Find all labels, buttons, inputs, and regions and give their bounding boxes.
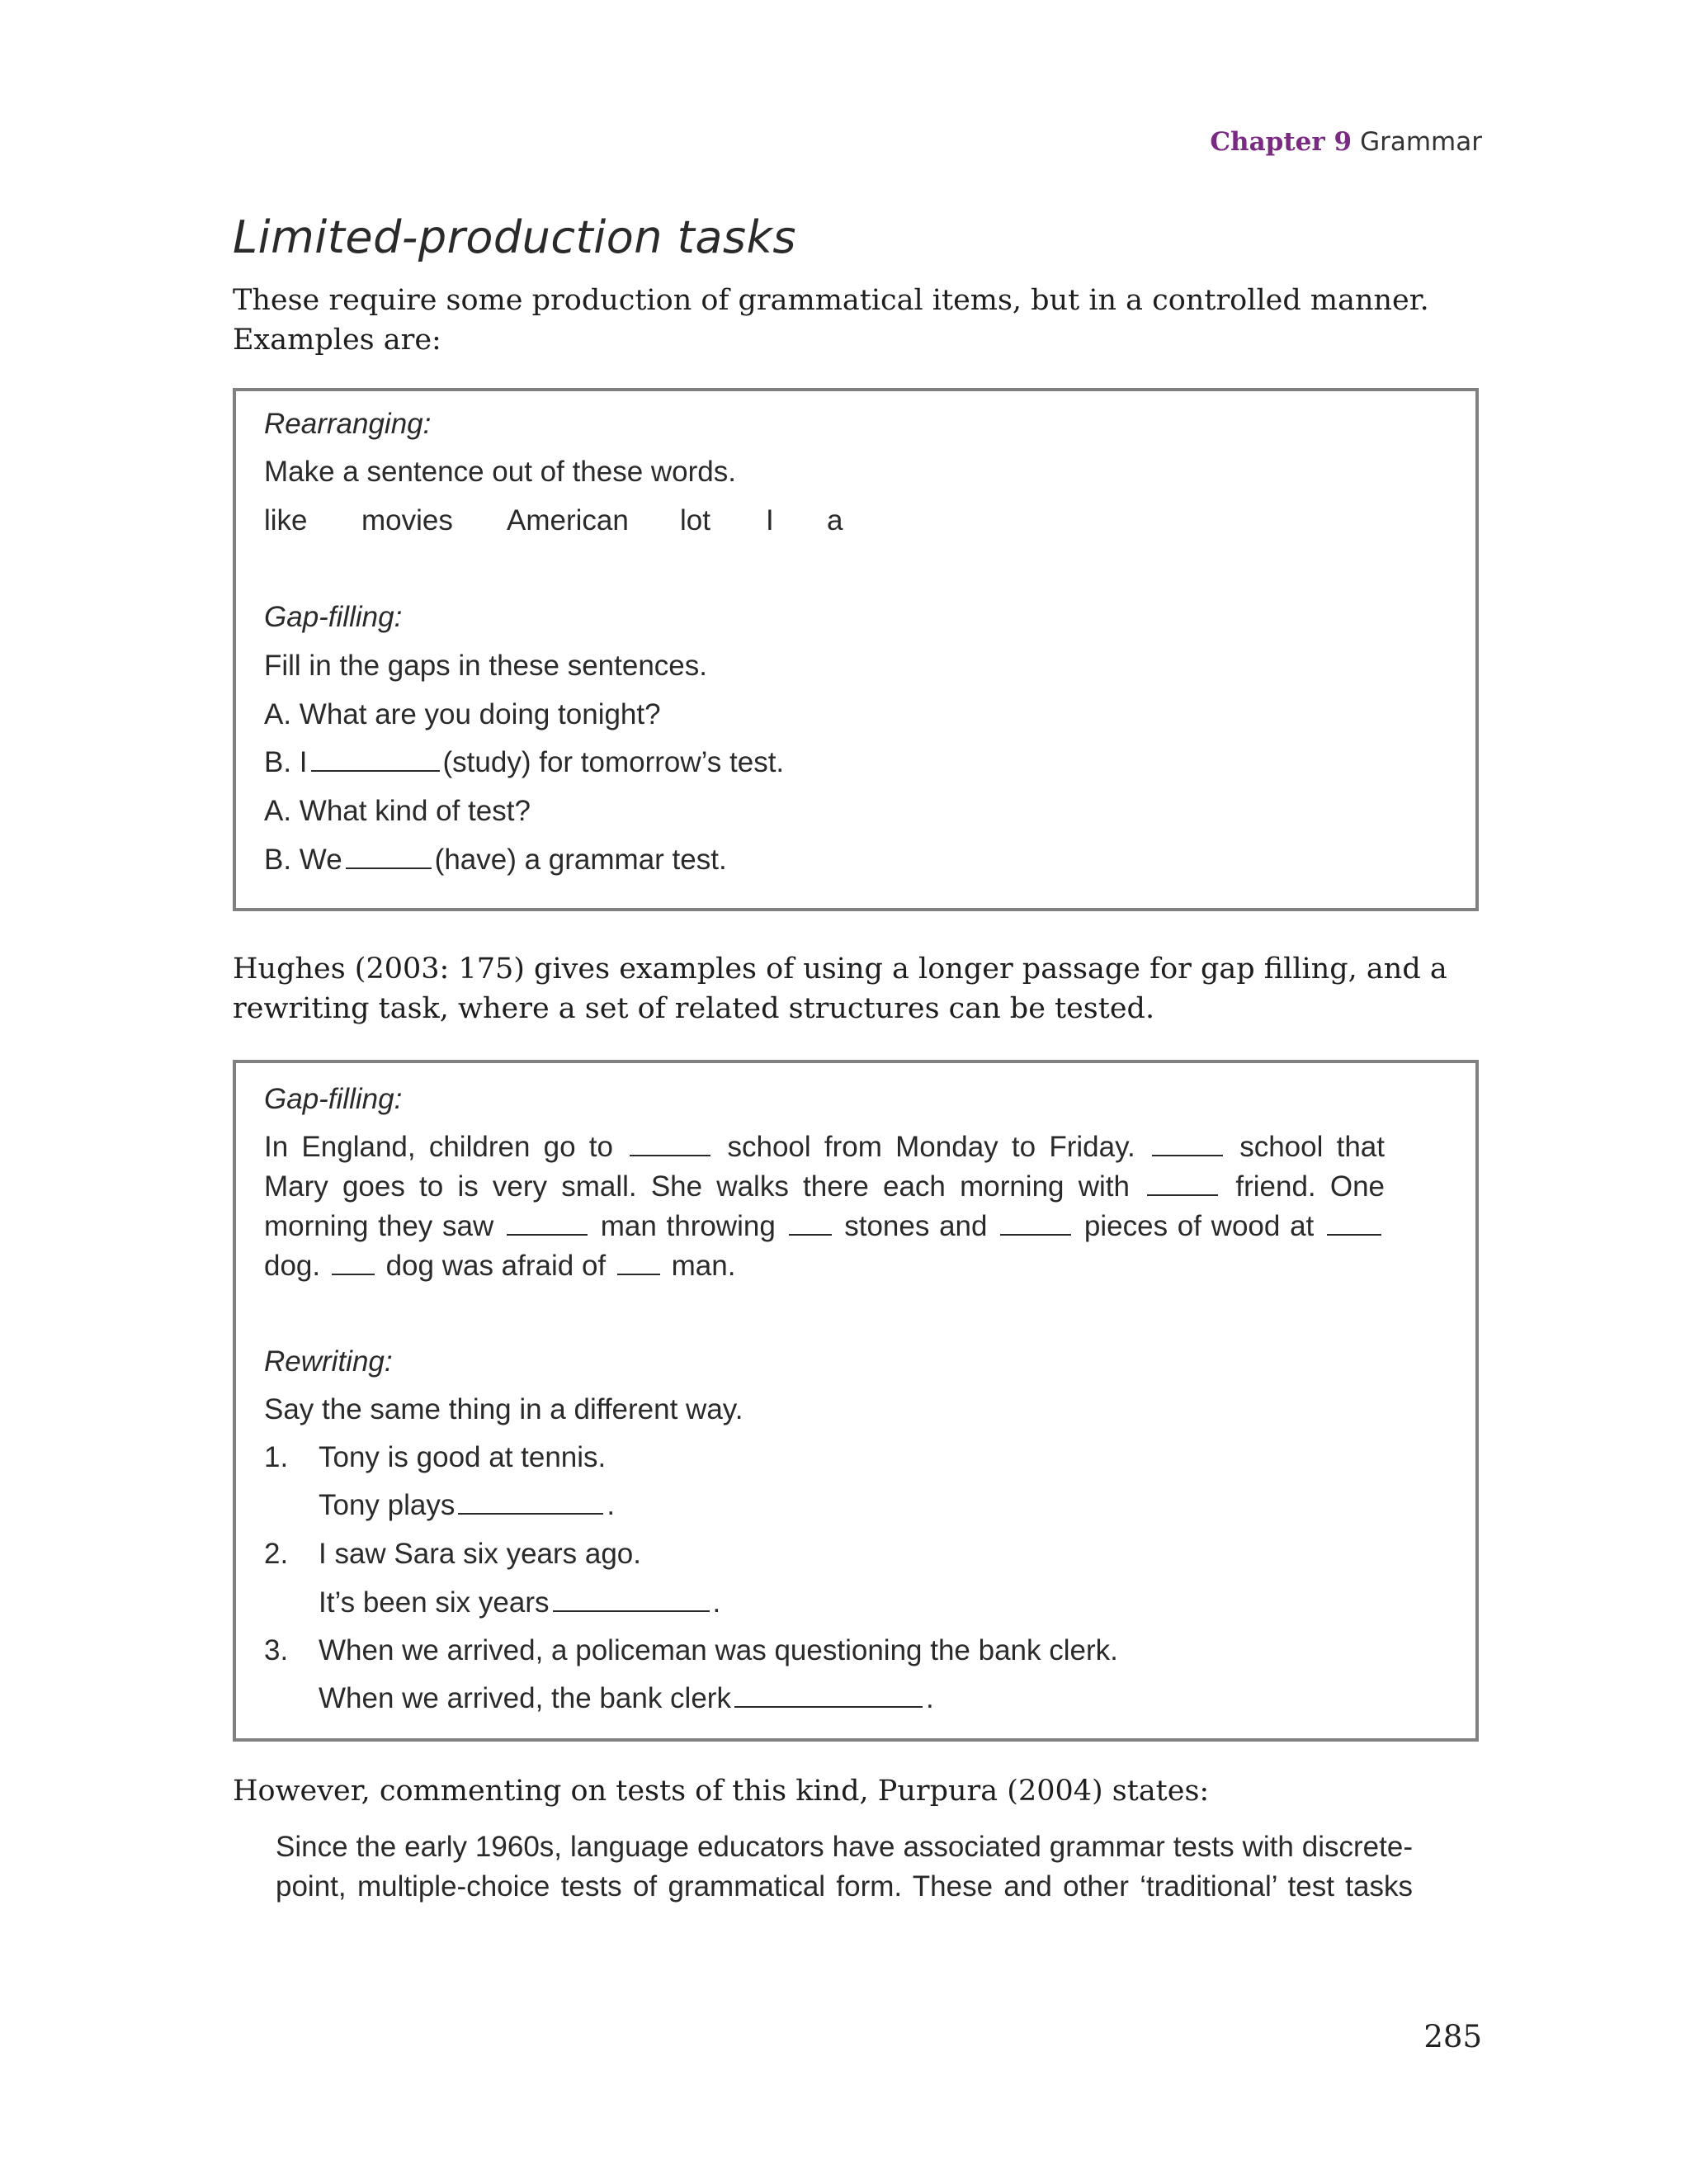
example-box-rearranging-gapfill [233, 388, 1479, 911]
answer-blank [789, 1209, 832, 1236]
item-sentence: When we arrived, a policeman was questioning the bank clerk. [319, 1634, 1118, 1666]
gapfill-label: Gap-filling: [264, 601, 403, 633]
purpura-intro: However, commenting on tests of this kind, Purpura (2004) states: [233, 1775, 1210, 1808]
hughes-paragraph: Hughes (2003: 175) gives examples of using a longer passage for gap filling, and a rewriting task, where a set of related structures can be tested. [233, 953, 1447, 1025]
answer-blank [1000, 1209, 1071, 1236]
section-heading: Limited-production tasks [233, 211, 796, 263]
answer-blank [553, 1586, 710, 1612]
gapfill-instruction: Fill in the gaps in these sentences. [264, 650, 707, 682]
answer-blank [346, 843, 432, 869]
chapter-title: Grammar [1360, 127, 1482, 157]
item-number: 3. [264, 1634, 289, 1666]
dialogue-line [264, 842, 727, 878]
answer-blank [311, 745, 440, 772]
item-sentence: I saw Sara six years ago. [319, 1538, 641, 1570]
word-item: a [827, 504, 843, 537]
dialogue-text: B. I [264, 746, 308, 778]
intro-paragraph: These require some production of grammatical items, but in a controlled manner. Examples are: [233, 284, 1429, 357]
answer-blank [1327, 1209, 1381, 1236]
answer-blank [332, 1249, 375, 1275]
item-number: 2. [264, 1538, 289, 1570]
word-item: I [766, 504, 774, 537]
dialogue-text: B. We [264, 844, 342, 876]
rearranging-instruction: Make a sentence out of these words. [264, 456, 736, 488]
passage-gapfill-label: Gap-filling: [264, 1083, 403, 1115]
example-box-passage-rewriting: Gap-filling: In England, children go to school from Monday to Friday. school that Mary goes to is very small. She walks there each morning with friend. One morning they saw man throwing stones and pieces of wood at dog. dog was afraid of man. Rewriting: Say the same thing in a different way. 1. Tony is good at tennis. Tony plays . 2. I saw Sara six years ago. It’s been six years . 3. When we arrived, a policeman was questioning the bank clerk. When we arrived, the bank clerk . [233, 1060, 1479, 1742]
quote-line: point, multiple-choice tests of grammatical form. These and other ‘traditional’ test tasks [276, 1870, 1413, 1903]
answer-blank [630, 1130, 710, 1156]
page-number: 285 [1423, 2019, 1482, 2054]
answer-blank [458, 1488, 603, 1515]
item-sentence: Tony is good at tennis. [319, 1441, 607, 1473]
answer-blank [507, 1209, 588, 1236]
dialogue-line [264, 745, 784, 781]
word-list [264, 503, 843, 539]
running-head [1210, 127, 1482, 157]
rewriting-instruction: Say the same thing in a different way. [264, 1393, 744, 1425]
rewriting-label: Rewriting: [264, 1345, 393, 1378]
answer-blank [734, 1681, 923, 1708]
dialogue-text: (have) a grammar test. [434, 844, 727, 876]
dialogue-text: (study) for tomorrow’s test. [442, 746, 785, 778]
answer-blank [1147, 1170, 1218, 1196]
dialogue-line: A. What are you doing tonight? [264, 698, 661, 730]
answer-blank [1152, 1130, 1223, 1156]
quote-line: Since the early 1960s, language educators have associated grammar tests with discrete- [276, 1831, 1413, 1863]
gapfill-passage: In England, children go to school from Monday to Friday. school that Mary goes to is very small. She walks there each morning with friend. One morning they saw man throwing stones and pieces of wood at dog. dog was afraid of man. [264, 1131, 1386, 1282]
chapter-label: Chapter 9 [1210, 127, 1352, 157]
dialogue-line: A. What kind of test? [264, 795, 531, 827]
word-item: movies [361, 504, 453, 537]
rearranging-label: Rearranging: [264, 408, 432, 440]
item-number: 1. [264, 1441, 289, 1473]
word-item: American [507, 504, 629, 537]
word-item: lot [680, 504, 710, 537]
answer-blank [617, 1249, 660, 1275]
word-item: like [264, 504, 308, 537]
